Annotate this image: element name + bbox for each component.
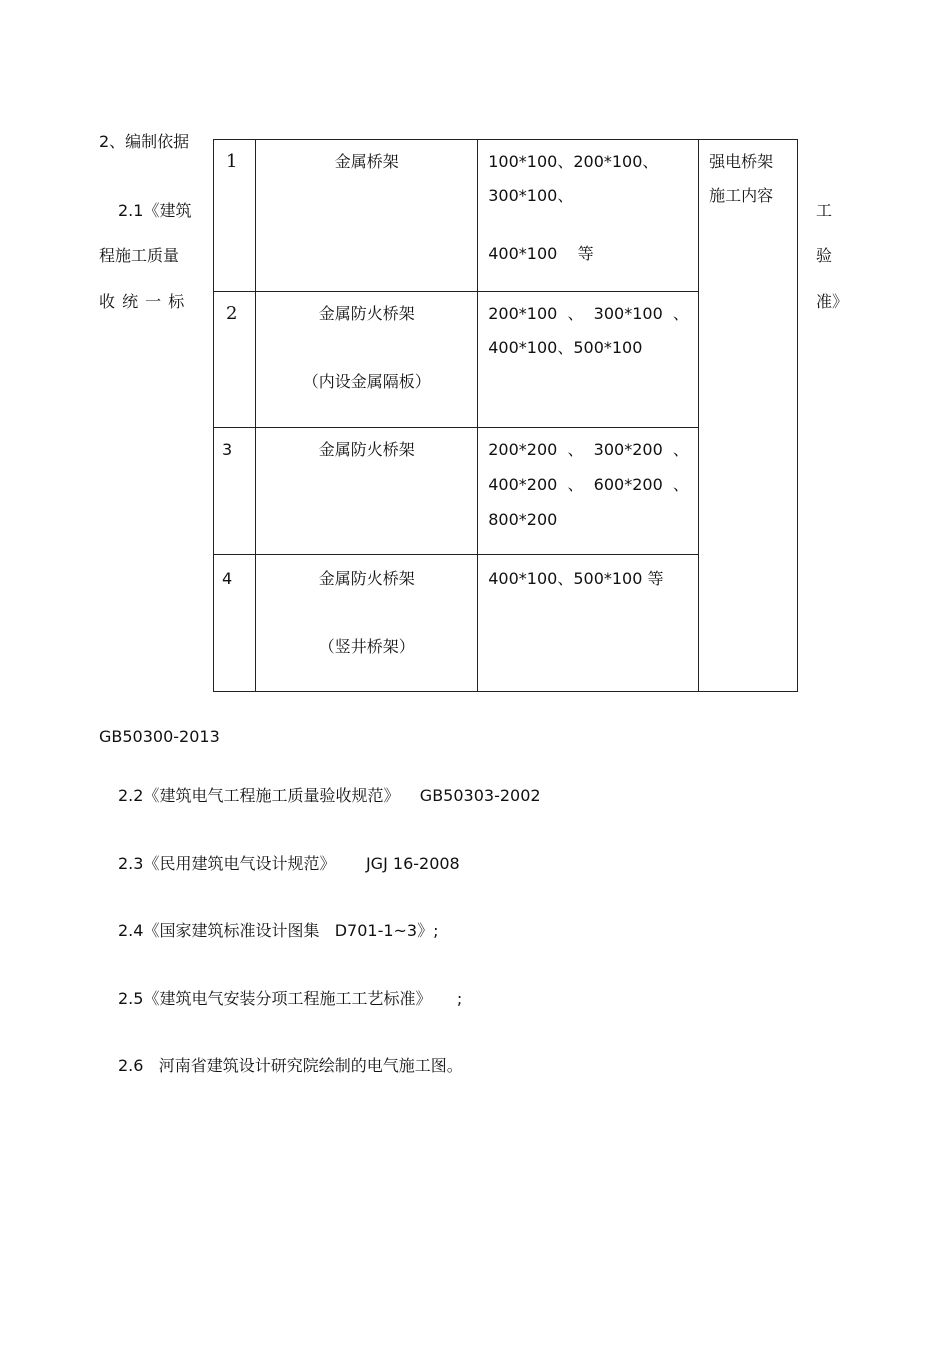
bridge-type-note: （内设金属隔板） [302,372,431,391]
bridge-size-line: 400*200 、 600*200 、 [488,475,689,494]
row-name-cell [256,292,478,428]
scope-line: 强电桥架 [709,152,774,171]
reference-item: 2.4《国家建筑标准设计图集 D701-1~3》; [118,921,439,940]
item-2-1-line-1: 2.1《建筑 [118,201,192,220]
bridge-type: 金属桥架 [334,152,399,171]
bridge-size-line: 400*100 等 [488,244,594,263]
reference-item: 2.6 河南省建筑设计研究院绘制的电气施工图。 [118,1056,463,1075]
bridge-spec-table [213,139,798,692]
section-heading: 2、编制依据 [99,132,190,151]
row-number: 3 [222,440,233,459]
row-number-cell [214,292,256,428]
row-name-cell [256,428,478,555]
row-size-cell [478,428,699,555]
standard-code: GB50300-2013 [99,727,220,746]
bridge-size-line: 800*200 [488,510,558,529]
item-2-1-right-2: 验 [816,246,833,265]
item-2-1-right-3: 准》 [816,292,849,311]
reference-item: 2.5《建筑电气安装分项工程施工工艺标准》 ; [118,989,463,1008]
bridge-size-line: 200*200 、 300*200 、 [488,440,689,459]
row-number-cell [214,555,256,692]
row-size-cell [478,555,699,692]
row-number-cell [214,140,256,292]
bridge-type: 金属防火桥架 [318,569,415,588]
reference-item: 2.3《民用建筑电气设计规范》 JGJ 16-2008 [118,854,460,873]
item-2-1-right-1: 工 [816,201,833,220]
scope-cell [699,140,798,692]
bridge-size-line: 400*100、500*100 等 [488,569,664,588]
item-2-1-line-3: 收 统 一 标 [99,292,186,311]
row-size-cell [478,140,699,292]
row-name-cell [256,140,478,292]
item-2-1-line-2: 程施工质量 [99,246,180,265]
reference-item: 2.2《建筑电气工程施工质量验收规范》 GB50303-2002 [118,786,541,805]
row-number: 2 [226,303,238,324]
bridge-type: 金属防火桥架 [318,440,415,459]
bridge-size-line: 200*100 、 300*100 、 [488,304,689,323]
table-row [214,140,798,292]
row-size-cell [478,292,699,428]
bridge-type: 金属防火桥架 [318,304,415,323]
row-number: 1 [226,151,238,172]
row-name-cell [256,555,478,692]
bridge-type-note: （竖井桥架） [318,637,415,656]
bridge-size-line: 100*100、200*100、 [488,152,659,171]
scope-line: 施工内容 [709,186,774,205]
row-number: 4 [222,569,233,588]
row-number-cell [214,428,256,555]
bridge-size-line: 300*100、 [488,186,574,205]
bridge-size-line: 400*100、500*100 [488,338,643,357]
